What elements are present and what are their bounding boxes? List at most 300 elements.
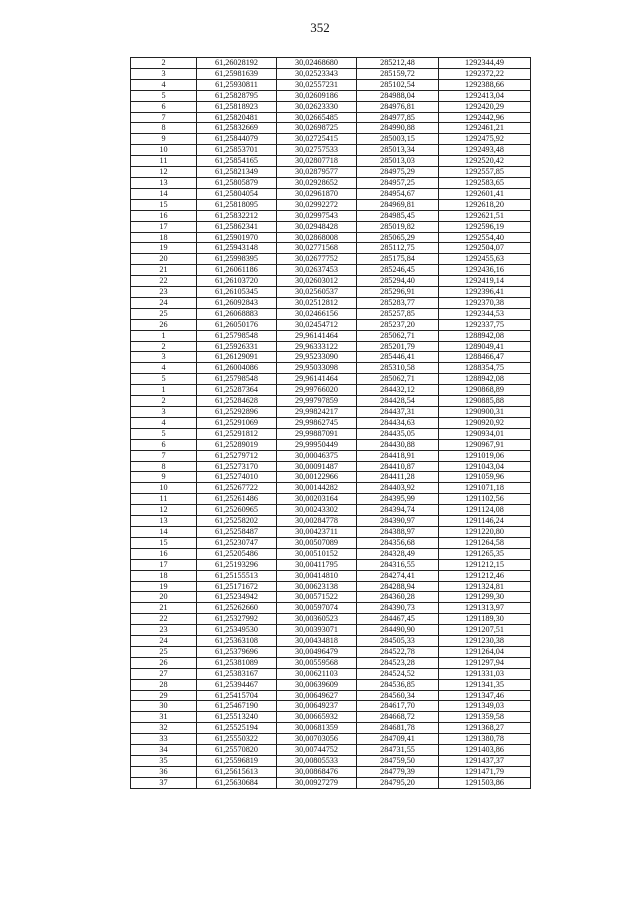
x-coordinate-cell: 284759,50 <box>357 756 439 767</box>
longitude-cell: 30,00744752 <box>277 745 357 756</box>
point-number-cell: 20 <box>131 592 197 603</box>
latitude-cell: 61,25327992 <box>197 614 277 625</box>
table-row <box>131 221 531 232</box>
longitude-cell: 29,99862745 <box>277 417 357 428</box>
latitude-cell: 61,25171672 <box>197 581 277 592</box>
latitude-cell: 61,25832669 <box>197 123 277 134</box>
table-row <box>131 363 531 374</box>
table-row <box>131 243 531 254</box>
y-coordinate-cell: 1291212,15 <box>439 559 531 570</box>
x-coordinate-cell: 284969,81 <box>357 199 439 210</box>
latitude-cell: 61,25467190 <box>197 701 277 712</box>
y-coordinate-cell: 1291019,06 <box>439 450 531 461</box>
point-number-cell: 16 <box>131 548 197 559</box>
latitude-cell: 61,26103720 <box>197 276 277 287</box>
table-row <box>131 276 531 287</box>
x-coordinate-cell: 284411,28 <box>357 472 439 483</box>
longitude-cell: 30,00805533 <box>277 756 357 767</box>
x-coordinate-cell: 284731,55 <box>357 745 439 756</box>
latitude-cell: 61,25930811 <box>197 79 277 90</box>
longitude-cell: 30,00360523 <box>277 614 357 625</box>
y-coordinate-cell: 1291264,04 <box>439 646 531 657</box>
table-row <box>131 68 531 79</box>
x-coordinate-cell: 285237,20 <box>357 319 439 330</box>
point-number-cell: 13 <box>131 177 197 188</box>
x-coordinate-cell: 285257,85 <box>357 308 439 319</box>
table-row <box>131 734 531 745</box>
y-coordinate-cell: 1291059,96 <box>439 472 531 483</box>
latitude-cell: 61,26092843 <box>197 297 277 308</box>
x-coordinate-cell: 284274,41 <box>357 570 439 581</box>
latitude-cell: 61,25853701 <box>197 145 277 156</box>
latitude-cell: 61,25273170 <box>197 461 277 472</box>
point-number-cell: 11 <box>131 156 197 167</box>
table-row <box>131 188 531 199</box>
longitude-cell: 30,00046375 <box>277 450 357 461</box>
longitude-cell: 30,02609186 <box>277 90 357 101</box>
longitude-cell: 30,02677752 <box>277 254 357 265</box>
y-coordinate-cell: 1290900,31 <box>439 407 531 418</box>
x-coordinate-cell: 284356,68 <box>357 537 439 548</box>
y-coordinate-cell: 1291349,03 <box>439 701 531 712</box>
table-row <box>131 417 531 428</box>
point-number-cell: 17 <box>131 221 197 232</box>
table-row <box>131 636 531 647</box>
latitude-cell: 61,26028192 <box>197 58 277 69</box>
point-number-cell: 19 <box>131 243 197 254</box>
coordinates-table-body <box>131 58 531 789</box>
x-coordinate-cell: 284522,78 <box>357 646 439 657</box>
point-number-cell: 15 <box>131 199 197 210</box>
x-coordinate-cell: 284560,34 <box>357 690 439 701</box>
table-row <box>131 210 531 221</box>
longitude-cell: 30,00681359 <box>277 723 357 734</box>
table-row <box>131 330 531 341</box>
table-row <box>131 407 531 418</box>
latitude-cell: 61,26105345 <box>197 287 277 298</box>
x-coordinate-cell: 284975,29 <box>357 167 439 178</box>
longitude-cell: 30,00414810 <box>277 570 357 581</box>
latitude-cell: 61,25525194 <box>197 723 277 734</box>
table-row <box>131 494 531 505</box>
table-row <box>131 319 531 330</box>
y-coordinate-cell: 1291207,51 <box>439 625 531 636</box>
y-coordinate-cell: 1291359,58 <box>439 712 531 723</box>
latitude-cell: 61,25258487 <box>197 526 277 537</box>
longitude-cell: 30,00665932 <box>277 712 357 723</box>
x-coordinate-cell: 284617,70 <box>357 701 439 712</box>
table-row <box>131 101 531 112</box>
x-coordinate-cell: 284985,45 <box>357 210 439 221</box>
y-coordinate-cell: 1292493,48 <box>439 145 531 156</box>
y-coordinate-cell: 1290920,92 <box>439 417 531 428</box>
table-row <box>131 308 531 319</box>
latitude-cell: 61,25550322 <box>197 734 277 745</box>
y-coordinate-cell: 1292554,40 <box>439 232 531 243</box>
latitude-cell: 61,26068883 <box>197 308 277 319</box>
y-coordinate-cell: 1292520,42 <box>439 156 531 167</box>
longitude-cell: 30,00927279 <box>277 777 357 788</box>
longitude-cell: 29,96333122 <box>277 341 357 352</box>
longitude-cell: 30,00571522 <box>277 592 357 603</box>
latitude-cell: 61,25155513 <box>197 570 277 581</box>
y-coordinate-cell: 1292621,51 <box>439 210 531 221</box>
table-row <box>131 756 531 767</box>
y-coordinate-cell: 1291189,30 <box>439 614 531 625</box>
y-coordinate-cell: 1291331,03 <box>439 668 531 679</box>
latitude-cell: 61,25804054 <box>197 188 277 199</box>
table-row <box>131 766 531 777</box>
latitude-cell: 61,25383167 <box>197 668 277 679</box>
x-coordinate-cell: 284954,67 <box>357 188 439 199</box>
longitude-cell: 30,02807718 <box>277 156 357 167</box>
longitude-cell: 30,00868476 <box>277 766 357 777</box>
longitude-cell: 30,00122966 <box>277 472 357 483</box>
latitude-cell: 61,25596819 <box>197 756 277 767</box>
longitude-cell: 29,96141464 <box>277 330 357 341</box>
x-coordinate-cell: 285112,75 <box>357 243 439 254</box>
longitude-cell: 30,02523343 <box>277 68 357 79</box>
point-number-cell: 4 <box>131 417 197 428</box>
longitude-cell: 30,00423711 <box>277 526 357 537</box>
x-coordinate-cell: 284524,52 <box>357 668 439 679</box>
x-coordinate-cell: 284467,45 <box>357 614 439 625</box>
table-row <box>131 374 531 385</box>
y-coordinate-cell: 1291265,35 <box>439 548 531 559</box>
longitude-cell: 30,00559568 <box>277 657 357 668</box>
coordinates-table <box>130 57 531 789</box>
x-coordinate-cell: 285446,41 <box>357 352 439 363</box>
table-row <box>131 58 531 69</box>
longitude-cell: 30,02698725 <box>277 123 357 134</box>
longitude-cell: 30,02603012 <box>277 276 357 287</box>
longitude-cell: 30,00507089 <box>277 537 357 548</box>
table-row <box>131 625 531 636</box>
point-number-cell: 37 <box>131 777 197 788</box>
longitude-cell: 29,95233090 <box>277 352 357 363</box>
point-number-cell: 3 <box>131 352 197 363</box>
latitude-cell: 61,25798548 <box>197 374 277 385</box>
y-coordinate-cell: 1291341,35 <box>439 679 531 690</box>
latitude-cell: 61,25943148 <box>197 243 277 254</box>
table-row <box>131 112 531 123</box>
longitude-cell: 30,02757533 <box>277 145 357 156</box>
x-coordinate-cell: 284536,85 <box>357 679 439 690</box>
y-coordinate-cell: 1291297,94 <box>439 657 531 668</box>
point-number-cell: 3 <box>131 68 197 79</box>
table-row <box>131 428 531 439</box>
table-row <box>131 570 531 581</box>
y-coordinate-cell: 1291437,37 <box>439 756 531 767</box>
x-coordinate-cell: 285294,40 <box>357 276 439 287</box>
x-coordinate-cell: 285246,45 <box>357 265 439 276</box>
longitude-cell: 30,02961870 <box>277 188 357 199</box>
y-coordinate-cell: 1291220,80 <box>439 526 531 537</box>
longitude-cell: 30,00203164 <box>277 494 357 505</box>
point-number-cell: 30 <box>131 701 197 712</box>
longitude-cell: 30,02454712 <box>277 319 357 330</box>
y-coordinate-cell: 1290934,01 <box>439 428 531 439</box>
y-coordinate-cell: 1292413,04 <box>439 90 531 101</box>
table-row <box>131 701 531 712</box>
table-row <box>131 592 531 603</box>
x-coordinate-cell: 284709,41 <box>357 734 439 745</box>
longitude-cell: 30,02560537 <box>277 287 357 298</box>
point-number-cell: 25 <box>131 308 197 319</box>
point-number-cell: 33 <box>131 734 197 745</box>
table-row <box>131 232 531 243</box>
point-number-cell: 5 <box>131 374 197 385</box>
x-coordinate-cell: 285062,71 <box>357 330 439 341</box>
point-number-cell: 26 <box>131 657 197 668</box>
x-coordinate-cell: 285159,72 <box>357 68 439 79</box>
latitude-cell: 61,25828795 <box>197 90 277 101</box>
table-row <box>131 79 531 90</box>
point-number-cell: 23 <box>131 287 197 298</box>
latitude-cell: 61,25513240 <box>197 712 277 723</box>
longitude-cell: 30,00434818 <box>277 636 357 647</box>
longitude-cell: 30,02992272 <box>277 199 357 210</box>
point-number-cell: 24 <box>131 636 197 647</box>
x-coordinate-cell: 284395,99 <box>357 494 439 505</box>
x-coordinate-cell: 284957,25 <box>357 177 439 188</box>
latitude-cell: 61,26050176 <box>197 319 277 330</box>
y-coordinate-cell: 1291071,18 <box>439 483 531 494</box>
point-number-cell: 18 <box>131 232 197 243</box>
table-row <box>131 777 531 788</box>
longitude-cell: 30,02557231 <box>277 79 357 90</box>
table-row <box>131 646 531 657</box>
x-coordinate-cell: 284795,20 <box>357 777 439 788</box>
point-number-cell: 17 <box>131 559 197 570</box>
x-coordinate-cell: 284390,73 <box>357 603 439 614</box>
latitude-cell: 61,26004086 <box>197 363 277 374</box>
table-row <box>131 505 531 516</box>
point-number-cell: 29 <box>131 690 197 701</box>
longitude-cell: 30,02665485 <box>277 112 357 123</box>
table-row <box>131 134 531 145</box>
point-number-cell: 4 <box>131 363 197 374</box>
x-coordinate-cell: 285019,82 <box>357 221 439 232</box>
latitude-cell: 61,25630684 <box>197 777 277 788</box>
point-number-cell: 4 <box>131 79 197 90</box>
latitude-cell: 61,25274010 <box>197 472 277 483</box>
point-number-cell: 7 <box>131 112 197 123</box>
table-row <box>131 145 531 156</box>
x-coordinate-cell: 285296,91 <box>357 287 439 298</box>
x-coordinate-cell: 285013,34 <box>357 145 439 156</box>
latitude-cell: 61,25394467 <box>197 679 277 690</box>
latitude-cell: 61,25820481 <box>197 112 277 123</box>
table-row <box>131 156 531 167</box>
y-coordinate-cell: 1291299,30 <box>439 592 531 603</box>
latitude-cell: 61,25261486 <box>197 494 277 505</box>
point-number-cell: 27 <box>131 668 197 679</box>
table-row <box>131 341 531 352</box>
point-number-cell: 1 <box>131 385 197 396</box>
x-coordinate-cell: 285003,15 <box>357 134 439 145</box>
longitude-cell: 30,02725415 <box>277 134 357 145</box>
y-coordinate-cell: 1292596,19 <box>439 221 531 232</box>
x-coordinate-cell: 284668,72 <box>357 712 439 723</box>
longitude-cell: 30,00243302 <box>277 505 357 516</box>
table-row <box>131 483 531 494</box>
x-coordinate-cell: 284430,88 <box>357 439 439 450</box>
table-row <box>131 537 531 548</box>
table-row <box>131 123 531 134</box>
y-coordinate-cell: 1292504,07 <box>439 243 531 254</box>
page-number: 352 <box>310 20 330 35</box>
x-coordinate-cell: 284328,49 <box>357 548 439 559</box>
table-row <box>131 614 531 625</box>
table-row <box>131 396 531 407</box>
x-coordinate-cell: 284437,31 <box>357 407 439 418</box>
x-coordinate-cell: 285212,48 <box>357 58 439 69</box>
point-number-cell: 14 <box>131 526 197 537</box>
point-number-cell: 11 <box>131 494 197 505</box>
y-coordinate-cell: 1292337,75 <box>439 319 531 330</box>
table-row <box>131 199 531 210</box>
point-number-cell: 8 <box>131 123 197 134</box>
y-coordinate-cell: 1292455,63 <box>439 254 531 265</box>
longitude-cell: 30,02868008 <box>277 232 357 243</box>
point-number-cell: 5 <box>131 90 197 101</box>
latitude-cell: 61,25260965 <box>197 505 277 516</box>
x-coordinate-cell: 284432,12 <box>357 385 439 396</box>
x-coordinate-cell: 284988,04 <box>357 90 439 101</box>
x-coordinate-cell: 284316,55 <box>357 559 439 570</box>
table-row <box>131 657 531 668</box>
point-number-cell: 1 <box>131 330 197 341</box>
point-number-cell: 26 <box>131 319 197 330</box>
x-coordinate-cell: 285102,54 <box>357 79 439 90</box>
latitude-cell: 61,25415704 <box>197 690 277 701</box>
x-coordinate-cell: 285013,03 <box>357 156 439 167</box>
x-coordinate-cell: 284490,90 <box>357 625 439 636</box>
x-coordinate-cell: 284360,28 <box>357 592 439 603</box>
x-coordinate-cell: 284976,81 <box>357 101 439 112</box>
x-coordinate-cell: 284390,97 <box>357 516 439 527</box>
table-row <box>131 461 531 472</box>
y-coordinate-cell: 1291380,78 <box>439 734 531 745</box>
point-number-cell: 32 <box>131 723 197 734</box>
longitude-cell: 30,00621103 <box>277 668 357 679</box>
y-coordinate-cell: 1291102,56 <box>439 494 531 505</box>
latitude-cell: 61,25262660 <box>197 603 277 614</box>
y-coordinate-cell: 1291146,24 <box>439 516 531 527</box>
y-coordinate-cell: 1291124,08 <box>439 505 531 516</box>
table-row <box>131 603 531 614</box>
point-number-cell: 31 <box>131 712 197 723</box>
table-row <box>131 581 531 592</box>
latitude-cell: 61,25981639 <box>197 68 277 79</box>
longitude-cell: 30,00144282 <box>277 483 357 494</box>
longitude-cell: 29,99797859 <box>277 396 357 407</box>
y-coordinate-cell: 1291503,86 <box>439 777 531 788</box>
latitude-cell: 61,25844079 <box>197 134 277 145</box>
point-number-cell: 3 <box>131 407 197 418</box>
point-number-cell: 10 <box>131 483 197 494</box>
table-row <box>131 745 531 756</box>
point-number-cell: 20 <box>131 254 197 265</box>
longitude-cell: 30,00639609 <box>277 679 357 690</box>
y-coordinate-cell: 1290967,91 <box>439 439 531 450</box>
point-number-cell: 9 <box>131 472 197 483</box>
latitude-cell: 61,25230747 <box>197 537 277 548</box>
latitude-cell: 61,25379696 <box>197 646 277 657</box>
y-coordinate-cell: 1291347,46 <box>439 690 531 701</box>
longitude-cell: 30,02948428 <box>277 221 357 232</box>
longitude-cell: 29,99824217 <box>277 407 357 418</box>
point-number-cell: 15 <box>131 537 197 548</box>
latitude-cell: 61,25289019 <box>197 439 277 450</box>
y-coordinate-cell: 1291313,97 <box>439 603 531 614</box>
table-row <box>131 472 531 483</box>
y-coordinate-cell: 1290885,88 <box>439 396 531 407</box>
table-row <box>131 516 531 527</box>
point-number-cell: 35 <box>131 756 197 767</box>
table-row <box>131 668 531 679</box>
y-coordinate-cell: 1291471,79 <box>439 766 531 777</box>
y-coordinate-cell: 1292557,85 <box>439 167 531 178</box>
latitude-cell: 61,25854165 <box>197 156 277 167</box>
table-row <box>131 679 531 690</box>
x-coordinate-cell: 285175,84 <box>357 254 439 265</box>
point-number-cell: 21 <box>131 603 197 614</box>
table-row <box>131 265 531 276</box>
latitude-cell: 61,25901970 <box>197 232 277 243</box>
longitude-cell: 30,02512812 <box>277 297 357 308</box>
latitude-cell: 61,25363108 <box>197 636 277 647</box>
longitude-cell: 30,00649627 <box>277 690 357 701</box>
longitude-cell: 30,02997543 <box>277 210 357 221</box>
longitude-cell: 29,96141464 <box>277 374 357 385</box>
point-number-cell: 25 <box>131 646 197 657</box>
longitude-cell: 30,00496479 <box>277 646 357 657</box>
y-coordinate-cell: 1292344,49 <box>439 58 531 69</box>
table-row <box>131 690 531 701</box>
y-coordinate-cell: 1291324,81 <box>439 581 531 592</box>
x-coordinate-cell: 284977,85 <box>357 112 439 123</box>
point-number-cell: 6 <box>131 101 197 112</box>
longitude-cell: 29,95033098 <box>277 363 357 374</box>
point-number-cell: 8 <box>131 461 197 472</box>
y-coordinate-cell: 1292372,22 <box>439 68 531 79</box>
longitude-cell: 30,00091487 <box>277 461 357 472</box>
y-coordinate-cell: 1292388,66 <box>439 79 531 90</box>
table-row <box>131 450 531 461</box>
x-coordinate-cell: 284388,97 <box>357 526 439 537</box>
latitude-cell: 61,25570820 <box>197 745 277 756</box>
longitude-cell: 30,02466156 <box>277 308 357 319</box>
latitude-cell: 61,25258202 <box>197 516 277 527</box>
longitude-cell: 30,02637453 <box>277 265 357 276</box>
point-number-cell: 6 <box>131 439 197 450</box>
x-coordinate-cell: 284435,05 <box>357 428 439 439</box>
latitude-cell: 61,25615613 <box>197 766 277 777</box>
longitude-cell: 30,00284778 <box>277 516 357 527</box>
latitude-cell: 61,25292896 <box>197 407 277 418</box>
y-coordinate-cell: 1291230,38 <box>439 636 531 647</box>
longitude-cell: 30,00623138 <box>277 581 357 592</box>
table-row <box>131 712 531 723</box>
latitude-cell: 61,25291812 <box>197 428 277 439</box>
longitude-cell: 30,02771568 <box>277 243 357 254</box>
table-row <box>131 254 531 265</box>
table-row <box>131 526 531 537</box>
latitude-cell: 61,25926331 <box>197 341 277 352</box>
longitude-cell: 30,02468680 <box>277 58 357 69</box>
